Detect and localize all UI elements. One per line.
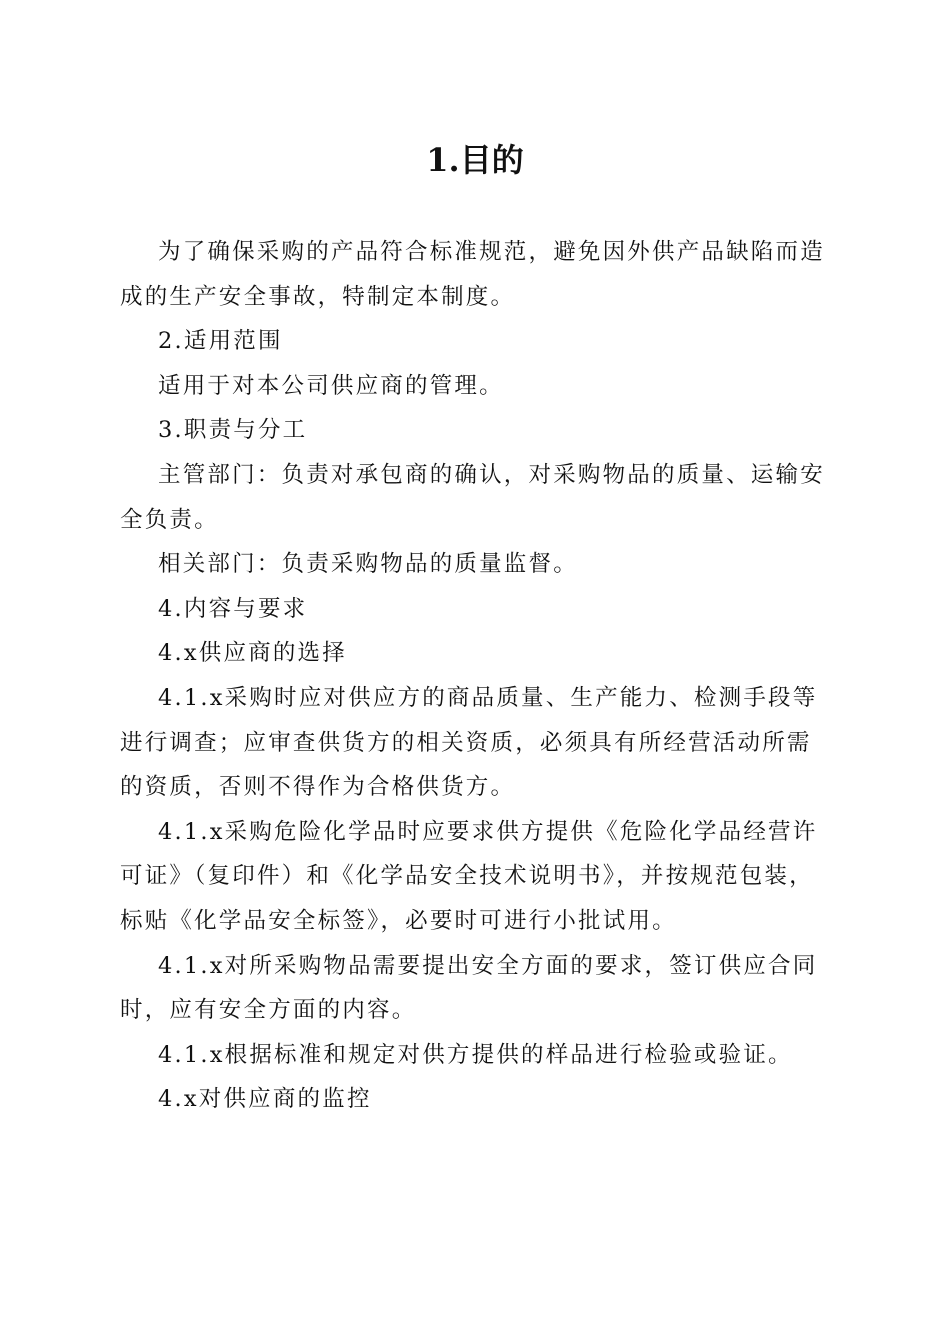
heading-supplier-monitoring: 4.x对供应商的监控 xyxy=(158,1086,372,1113)
paragraph-hazardous-chemicals: 4.1.x采购危险化学品时应要求供方提供《危险化学品经营许可证》（复印件）和《化学品安全技术说明书》，并按规范包装，标贴《化学品安全标签》，必要时可进行小批试用。 xyxy=(120,818,818,934)
document-body xyxy=(120,230,825,1122)
paragraph-scope: 适用于对本公司供应商的管理。 xyxy=(158,372,504,399)
paragraph-main-department: 主管部门：负责对承包商的确认，对采购物品的质量、运输安全负责。 xyxy=(120,461,825,533)
paragraph-purpose: 为了确保采购的产品符合标准规范，避免因外供产品缺陷而造成的生产安全事故，特制定本制度。 xyxy=(120,239,825,310)
heading-responsibilities: 3.职责与分工 xyxy=(158,417,308,444)
paragraph-related-department: 相关部门：负责采购物品的质量监督。 xyxy=(158,551,578,578)
page-title: 1.目的 xyxy=(426,141,524,179)
heading-content-requirements: 4.内容与要求 xyxy=(158,595,308,622)
paragraph-sample-inspection: 4.1.x根据标准和规定对供方提供的样品进行检验或验证。 xyxy=(158,1041,793,1068)
heading-supplier-selection: 4.x供应商的选择 xyxy=(158,640,347,667)
paragraph-supplier-investigation: 4.1.x采购时应对供应方的商品质量、生产能力、检测手段等进行调查；应审查供货方的相关资质，必须具有所经营活动所需的资质，否则不得作为合格供货方。 xyxy=(120,684,818,801)
heading-scope: 2.适用范围 xyxy=(158,328,283,355)
paragraph-safety-requirements: 4.1.x对所采购物品需要提出安全方面的要求，签订供应合同时，应有安全方面的内容。 xyxy=(120,952,818,1024)
